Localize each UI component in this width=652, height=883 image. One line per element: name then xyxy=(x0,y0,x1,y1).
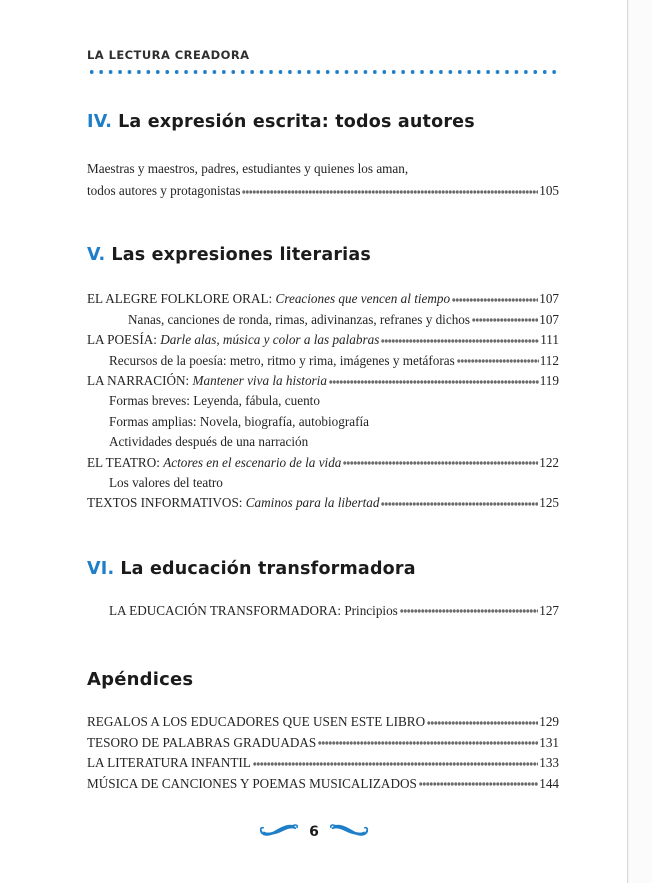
toc-entry-label-plain: EL ALEGRE FOLKLORE ORAL: xyxy=(87,291,276,307)
toc-entry[interactable] xyxy=(87,351,559,371)
toc-dot-leader xyxy=(225,475,558,487)
toc-entry-label-plain: LA POESÍA: xyxy=(87,332,161,348)
toc-entry[interactable] xyxy=(87,473,559,493)
section-title: La expresión escrita: todos autores xyxy=(118,112,475,132)
toc-entry-label-plain: LA NARRACIÓN: xyxy=(87,373,193,389)
toc-entry-label-plain: LA LITERATURA INFANTIL xyxy=(87,755,251,771)
page-number: 6 xyxy=(309,823,319,840)
toc-page-number: 111 xyxy=(540,332,559,348)
toc-entry[interactable] xyxy=(87,753,559,773)
toc-entry[interactable] xyxy=(87,330,559,350)
toc-entry-label xyxy=(87,712,425,732)
toc-entry-label xyxy=(87,371,327,391)
toc-entry[interactable] xyxy=(87,601,559,621)
toc-page-number: 144 xyxy=(539,775,559,791)
page-footer xyxy=(0,820,628,843)
toc-entry-label xyxy=(109,391,320,411)
running-head-title: LA LECTURA CREADORA xyxy=(87,48,250,62)
toc-entry-label-plain: MÚSICA DE CANCIONES Y POEMAS MUSICALIZADOS xyxy=(87,775,417,791)
toc-entry[interactable] xyxy=(87,493,559,513)
toc-dot-leader xyxy=(371,414,558,426)
toc-entry[interactable] xyxy=(87,289,559,309)
toc-dot-leader xyxy=(472,312,538,324)
toc-entry-label xyxy=(128,310,470,330)
toc-entry-label-italic: Actores en el escenario de la vida xyxy=(163,454,342,470)
toc-section xyxy=(87,245,559,513)
toc-entry-list xyxy=(87,712,559,794)
section-heading xyxy=(87,112,559,132)
toc-entry-label-plain: EL TEATRO: xyxy=(87,454,164,470)
toc-dot-leader xyxy=(427,714,538,726)
toc-dot-leader xyxy=(329,373,539,385)
toc-entry-label xyxy=(87,753,251,773)
toc-entry-label-italic: Darle alas, música y color a las palabras xyxy=(160,332,380,348)
toc-entry-label xyxy=(87,453,341,473)
toc-entry[interactable] xyxy=(87,774,559,794)
toc-entry[interactable] xyxy=(87,310,559,330)
toc-entry-label xyxy=(87,330,379,350)
toc-entry-label-italic: Caminos para la libertad xyxy=(245,495,380,511)
toc-entry-label-plain: LA EDUCACIÓN TRANSFORMADORA: Principios xyxy=(109,602,398,618)
toc-entry[interactable] xyxy=(87,712,559,732)
toc-dot-leader xyxy=(452,291,538,303)
toc-page-number: 125 xyxy=(539,495,559,511)
page-outside-margin xyxy=(629,0,652,883)
toc-page-number: 131 xyxy=(539,734,559,750)
flourish-right-icon xyxy=(329,820,369,843)
toc-entry-label xyxy=(87,493,379,513)
toc-entry[interactable] xyxy=(87,371,559,391)
toc-dot-leader xyxy=(457,353,539,365)
section-heading xyxy=(87,245,559,265)
toc-dot-leader xyxy=(253,755,538,767)
toc-section xyxy=(87,112,559,201)
toc-page-number: 119 xyxy=(539,373,559,389)
toc-entry[interactable] xyxy=(87,391,559,411)
toc-entry-list xyxy=(87,289,559,513)
toc-page-number: 112 xyxy=(539,352,559,368)
toc-page-number: 129 xyxy=(539,714,559,730)
toc-entry-list xyxy=(87,601,559,621)
toc-dot-leader xyxy=(400,603,538,615)
toc-entry[interactable] xyxy=(87,453,559,473)
toc-entry[interactable] xyxy=(87,181,559,201)
toc-entry-label xyxy=(87,289,450,309)
toc-entry-label-italic: Creaciones que vencen al tiempo xyxy=(275,291,451,307)
section-heading xyxy=(87,559,559,579)
toc-entry-label-plain: TESORO DE PALABRAS GRADUADAS xyxy=(87,734,317,750)
toc-entry-label xyxy=(109,601,398,621)
toc-page-number: 105 xyxy=(539,183,559,198)
section-title: Las expresiones literarias xyxy=(111,245,371,266)
toc-dot-leader xyxy=(310,434,558,446)
toc-entry-label xyxy=(109,412,369,432)
toc-entry-label-plain: Los valores del teatro xyxy=(109,475,223,491)
toc-entry-label-italic: Mantener viva la historia xyxy=(192,373,327,389)
toc-dot-leader xyxy=(343,455,538,467)
toc-dot-leader xyxy=(318,735,538,747)
section-title: Apéndices xyxy=(87,669,194,691)
toc-dot-leader xyxy=(242,183,538,195)
toc-entry-label-plain: Actividades después de una narración xyxy=(109,434,309,450)
toc-entry[interactable] xyxy=(87,432,559,452)
toc-entry[interactable] xyxy=(87,733,559,753)
toc-dot-leader xyxy=(381,495,538,507)
toc-section xyxy=(87,669,559,794)
toc-entry-label xyxy=(87,774,417,794)
toc-dot-leader xyxy=(419,776,538,788)
toc-page-number: 107 xyxy=(539,291,559,307)
toc-entry-label xyxy=(87,733,316,753)
section-heading xyxy=(87,669,559,690)
toc-entry-label xyxy=(109,432,308,452)
toc-section xyxy=(87,559,559,621)
section-number: VI. xyxy=(87,558,115,579)
toc-dot-leader xyxy=(322,393,558,405)
toc-entry-label-plain: REGALOS A LOS EDUCADORES QUE USEN ESTE LIBRO xyxy=(87,714,426,730)
toc-entry-label-plain: TEXTOS INFORMATIVOS: xyxy=(87,495,246,511)
toc-entry-paragraph[interactable] xyxy=(87,156,559,201)
toc-content xyxy=(87,0,559,794)
toc-entry-label-plain: Formas breves: Leyenda, fábula, cuento xyxy=(109,393,320,409)
section-number: IV. xyxy=(87,112,113,132)
toc-entry[interactable] xyxy=(87,412,559,432)
toc-entry-label-plain: Recursos de la poesía: metro, ritmo y rima, imágenes y metáforas xyxy=(109,352,455,368)
toc-dot-leader xyxy=(381,332,539,344)
section-title: La educación transformadora xyxy=(120,558,416,579)
toc-entry-label: todos autores y protagonistas xyxy=(87,183,241,198)
toc-page-number: 122 xyxy=(539,454,559,470)
toc-entry-label xyxy=(109,351,455,371)
toc-page-number: 133 xyxy=(539,755,559,771)
flourish-left-icon xyxy=(259,820,299,843)
toc-entry-label-plain: Nanas, canciones de ronda, rimas, adivinanzas, refranes y dichos xyxy=(128,311,471,327)
toc-entry-label-plain: Formas amplias: Novela, biografía, autobiografía xyxy=(109,413,370,429)
toc-entry-label xyxy=(109,473,223,493)
section-number: V. xyxy=(87,245,106,266)
toc-page-number: 107 xyxy=(539,311,559,327)
toc-page-number: 127 xyxy=(539,602,559,618)
toc-entry-line: Maestras y maestros, padres, estudiantes y quienes los aman, xyxy=(87,161,409,176)
